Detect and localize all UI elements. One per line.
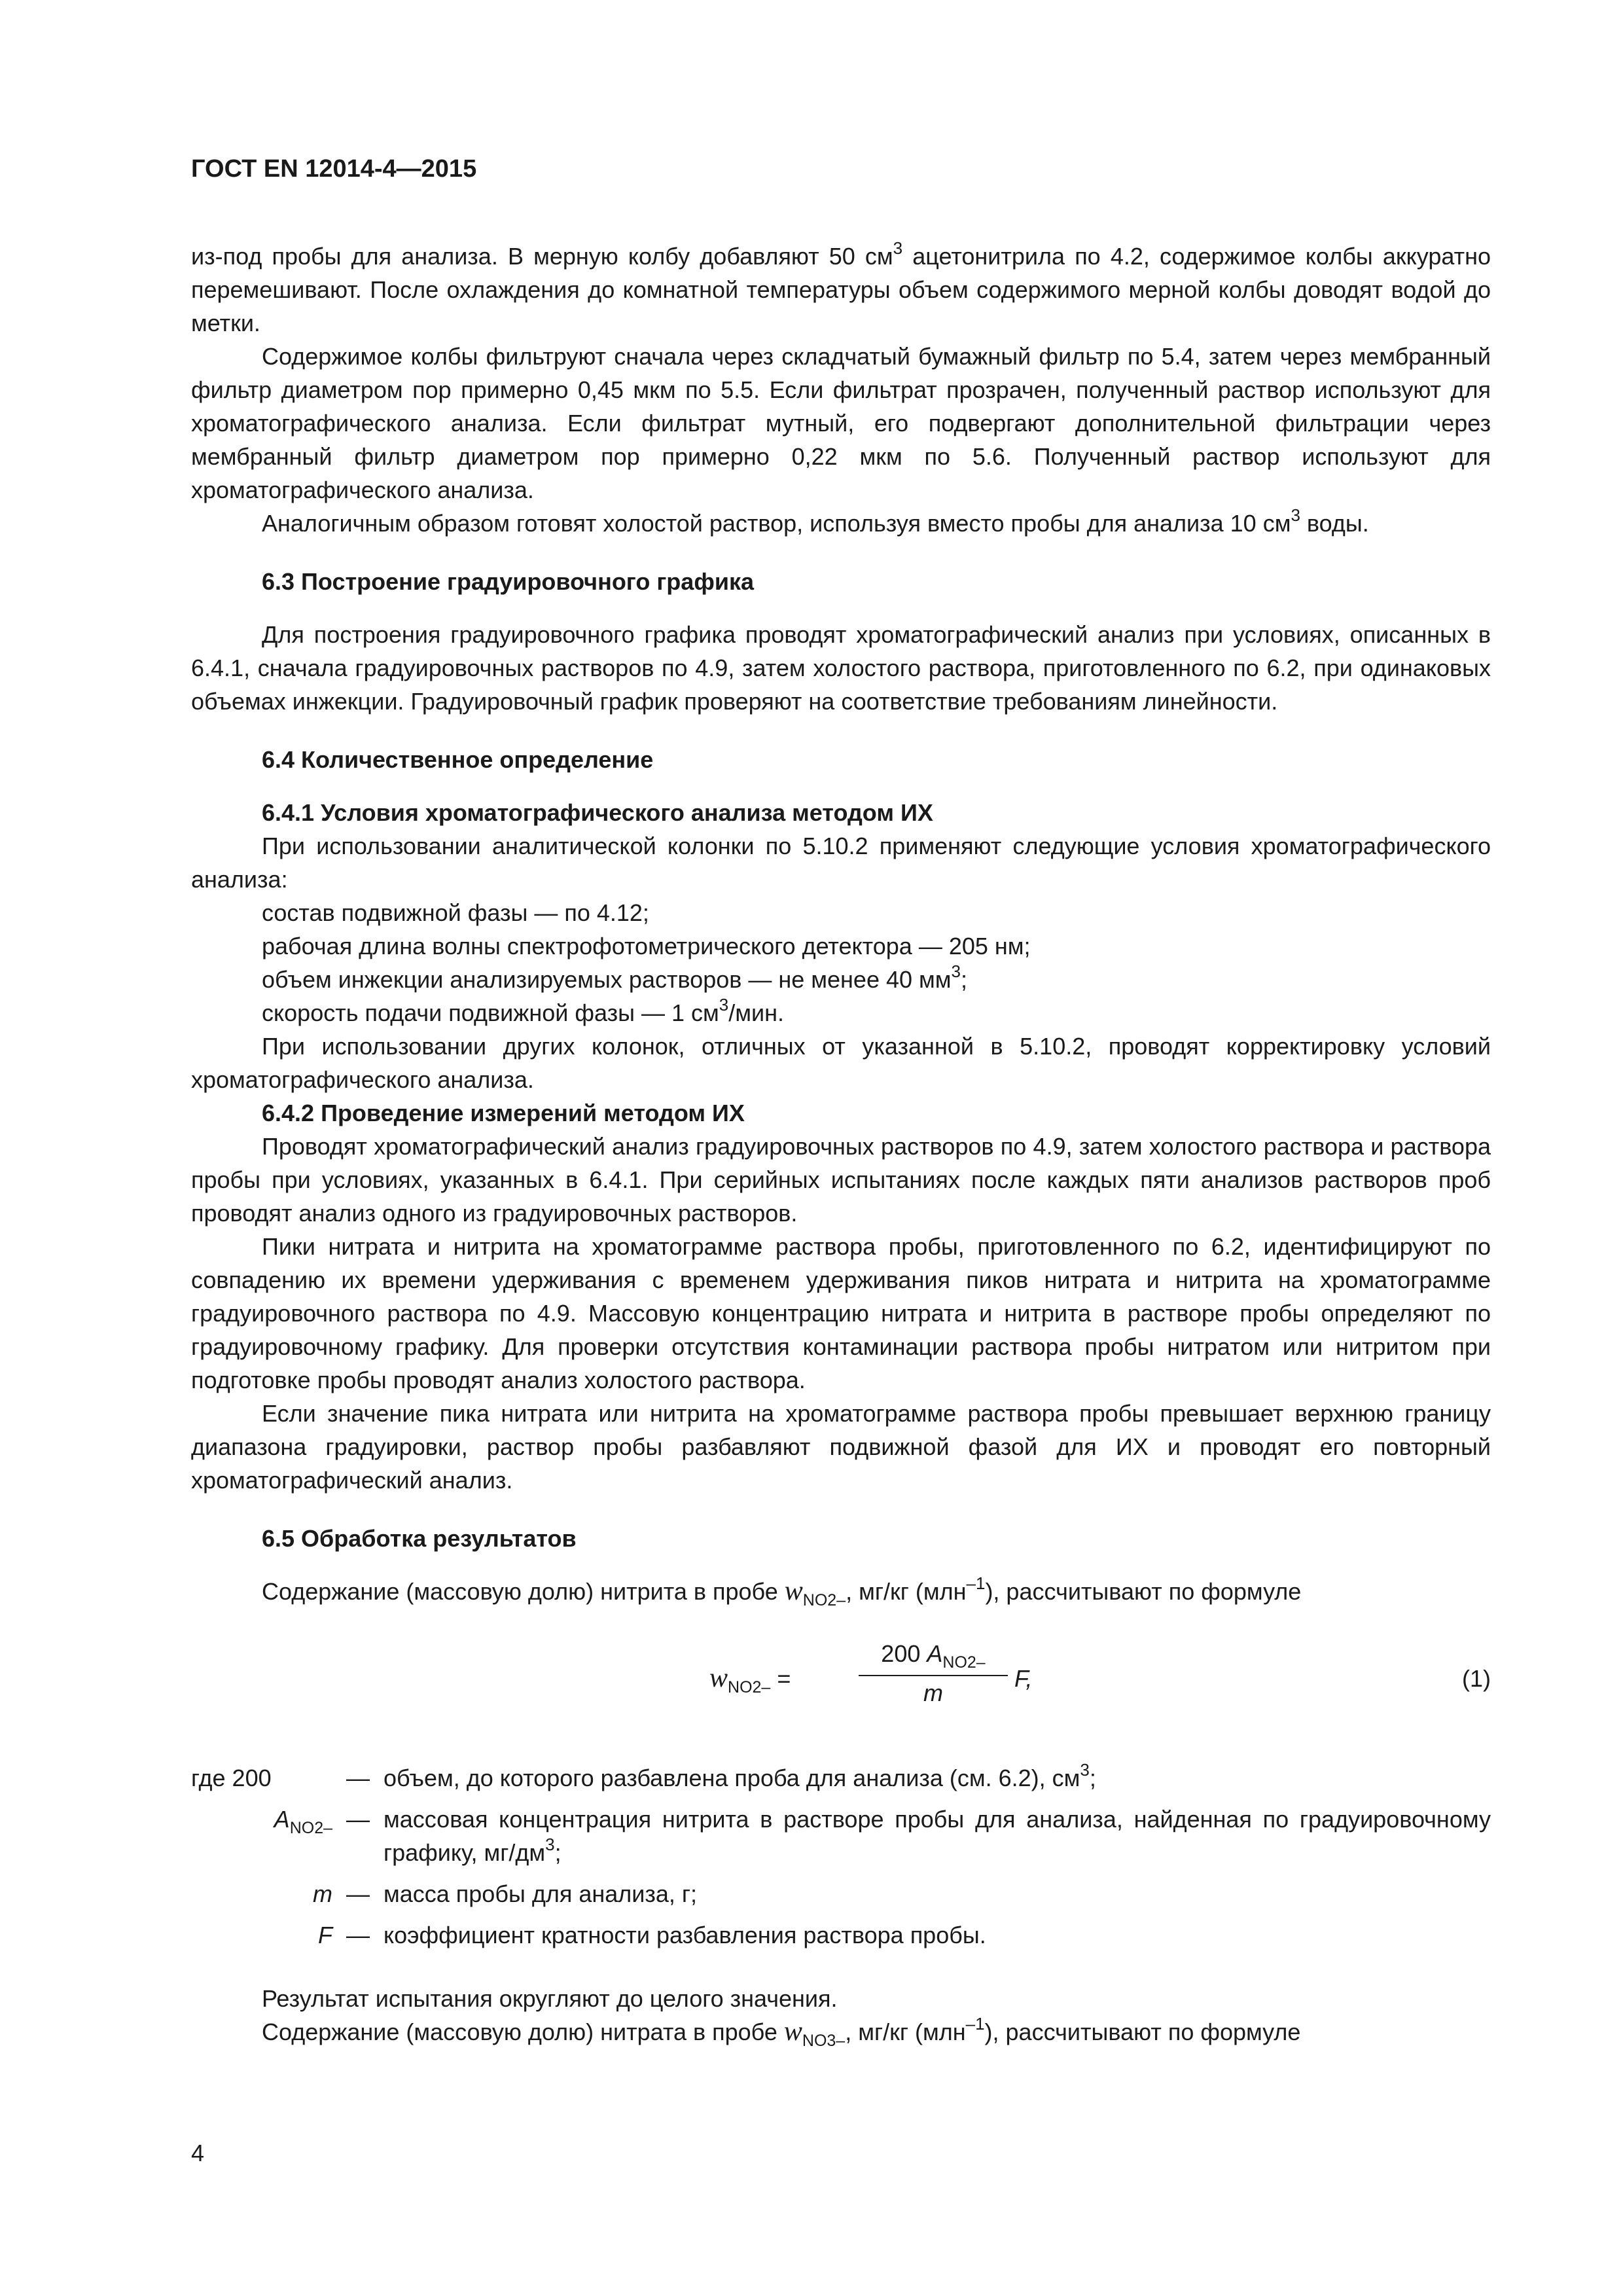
paragraph-filtration: Содержимое колбы фильтруют сначала через складчатый бумажный фильтр по 5.4, затем через мембранный фильтр диаметром пор примерно 0,45 мкм по 5.5. Если фильтрат прозрачен, полученный раствор используют для хроматографического анализа. Если фильтрат мутный, его подвергают дополнительной фильтрации через мембранный фильтр диаметром пор примерно 0,22 мкм по 5.6. Полученный раствор используют для хроматографического анализа. xyxy=(191,343,1491,503)
condition-flow-rate: скорость подачи подвижной фазы — 1 $см^3$/мин. xyxy=(262,995,784,1026)
section-heading-6-4: 6.4 Количественное определение xyxy=(262,746,654,773)
definition-f: F — коэффициент кратности разбавления раствора пробы. xyxy=(318,1922,986,1948)
paragraph-conditions-intro: При использовании аналитической колонки по 5.10.2 применяют следующие условия хроматографического анализа: xyxy=(191,833,1491,893)
formula-lhs: $w_{NO2-}$ = xyxy=(709,1663,791,1696)
formula-fraction xyxy=(859,1637,1008,1710)
w-symbol: w xyxy=(784,1576,803,1606)
definition-a-no2: $A_{NO2-}$ — массовая концентрация нитрита в растворе пробы для анализа, найденная по градуировочному графику, $мг/дм^3$; xyxy=(274,1806,1491,1866)
formula-denominator: m xyxy=(923,1679,943,1706)
paragraph-peaks: Пики нитрата и нитрита на хроматограмме раствора пробы, приготовленного по 6.2, идентифицируют по совпадению их времени удерживания с временем удерживания пиков нитрата и нитрита на хроматограмме градуировочного раствора по 4.9. Массовую концентрацию нитрата и нитрита в растворе пробы определяют по градуировочному графику. Для проверки отсутствия контаминации раствора пробы нитратом или нитритом при подготовке пробы проводят анализ холостого раствора. xyxy=(191,1233,1491,1393)
paragraph-dilution: Если значение пика нитрата или нитрита на хроматограмме раствора пробы превышает верхнюю границу диапазона градуировки, раствор пробы разбавляют подвижной фазой для ИХ и проводят его повторный хроматографический анализ. xyxy=(191,1400,1491,1494)
section-heading-6-3: 6.3 Построение градуировочного графика xyxy=(262,568,754,595)
paragraph-sample-prep: из-под пробы для анализа. В мерную колбу добавляют 50 $см^3$ ацетонитрила по 4.2, содержимое колбы аккуратно перемешивают. После охлаждения до комнатной температуры объем содержимого мерной колбы доводят водой до метки. xyxy=(191,238,1491,336)
page-number: 4 xyxy=(191,2140,205,2166)
condition-injection-volume: объем инжекции анализируемых растворов — не менее 40 $мм^3$; xyxy=(262,961,967,993)
definition-200: где 200 — объем, до которого разбавлена проба для анализа (см. 6.2), $см^3$; xyxy=(191,1760,1096,1791)
paragraph-other-columns: При использовании других колонок, отличных от указанной в 5.10.2, проводят корректировку условий хроматографического анализа. xyxy=(191,1033,1491,1093)
formula-number: (1) xyxy=(1462,1665,1491,1692)
condition-wavelength: рабочая длина волны спектрофотометрического детектора — 205 нм; xyxy=(262,933,1031,960)
paragraph-calibration: Для построения градуировочного графика проводят хроматографический анализ при условиях, описанных в 6.4.1, сначала градуировочных растворов по 4.9, затем холостого раствора, приготовленного по 6.2, при одинаковых объемах инжекции. Градуировочный график проверяют на соответствие требованиям линейности. xyxy=(191,621,1491,715)
standard-header: ГОСТ EN 12014-4—2015 xyxy=(191,155,477,183)
section-heading-6-4-1: 6.4.1 Условия хроматографического анализа методом ИХ xyxy=(262,799,933,826)
section-heading-6-5: 6.5 Обработка результатов xyxy=(262,1525,577,1552)
formula-numerator: 200 $A_{NO2-}$ xyxy=(881,1640,986,1672)
paragraph-nitrite-intro: Содержание (массовую долю) нитрита в пробе $w_{NO2-}$, мг/кг (млн$^{-1}$), рассчитывают по формуле xyxy=(262,1573,1302,1609)
definition-m: m — масса пробы для анализа, г; xyxy=(313,1880,698,1907)
paragraph-nitrate-intro: Содержание (массовую долю) нитрата в пробе $w_{NO3-}$, мг/кг (млн$^{-1}$), рассчитывают по формуле xyxy=(262,2014,1301,2050)
paragraph-rounding: Результат испытания округляют до целого значения. xyxy=(262,1985,838,2012)
page-content xyxy=(191,152,1491,2049)
paragraph-measurement: Проводят хроматографический анализ градуировочных растворов по 4.9, затем холостого раствора и раствора пробы при условиях, указанных в 6.4.1. При серийных испытаниях после каждых пяти анализов растворов проб проводят анализ одного из градуировочных растворов. xyxy=(191,1133,1491,1227)
formula-rhs: F, xyxy=(1014,1665,1033,1692)
formula-1 xyxy=(191,1637,1491,1722)
section-heading-6-4-2: 6.4.2 Проведение измерений методом ИХ xyxy=(262,1100,745,1126)
condition-mobile-phase: состав подвижной фазы — по 4.12; xyxy=(262,899,649,926)
formula-definitions xyxy=(191,1761,1491,1952)
paragraph-blank: Аналогичным образом готовят холостой раствор, используя вместо пробы для анализа 10 $см^3$ воды. xyxy=(262,505,1369,537)
